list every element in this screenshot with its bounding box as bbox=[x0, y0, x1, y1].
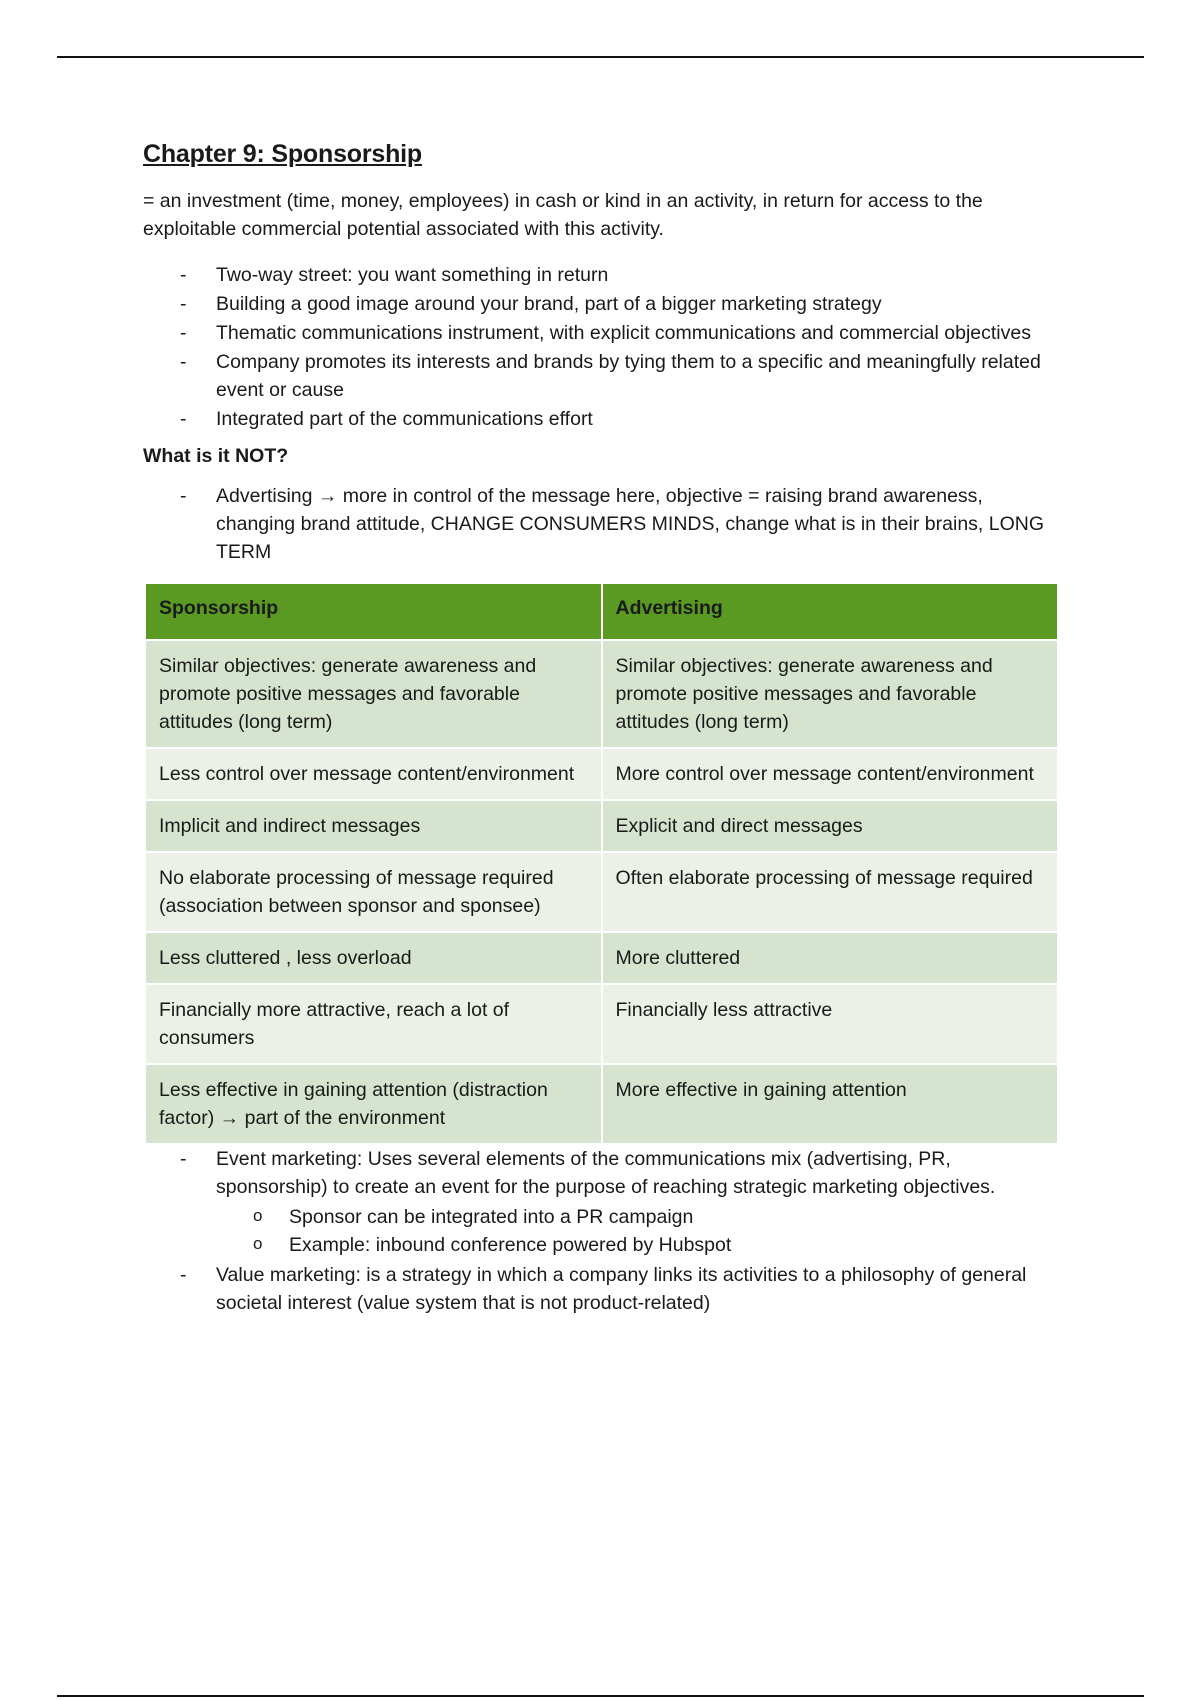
sub-bullet-list bbox=[216, 1203, 1063, 1259]
marketing-bullet-list bbox=[143, 1145, 1063, 1317]
list-item: - Two-way street: you want something in return bbox=[143, 261, 1063, 289]
list-item bbox=[143, 1145, 1063, 1259]
table-cell: More effective in gaining attention bbox=[602, 1064, 1059, 1144]
table-cell: Similar objectives: generate awareness and promote positive messages and favorable attitudes (long term) bbox=[145, 640, 602, 748]
table-cell: More cluttered bbox=[602, 932, 1059, 984]
list-item: - Advertising → more in control of the message here, objective = raising brand awareness, changing brand attitude, CHANGE CONSUMERS MINDS, change what is in their brains, LONG TERM bbox=[143, 482, 1063, 566]
column-header-advertising: Advertising bbox=[602, 583, 1059, 640]
list-item: - Value marketing: is a strategy in which a company links its activities to a philosophy of general societal interest (value system that is not product-related) bbox=[143, 1261, 1063, 1317]
table-cell: No elaborate processing of message required (association between sponsor and sponsee) bbox=[145, 852, 602, 932]
table-row bbox=[145, 932, 1058, 984]
header-rule bbox=[57, 56, 1144, 58]
definition-bullet-list bbox=[143, 261, 1063, 433]
table-cell: Similar objectives: generate awareness and promote positive messages and favorable attitudes (long term) bbox=[602, 640, 1059, 748]
table-row bbox=[145, 852, 1058, 932]
footer-rule bbox=[57, 1695, 1144, 1697]
list-item: - Integrated part of the communications effort bbox=[143, 405, 1063, 433]
column-header-sponsorship: Sponsorship bbox=[145, 583, 602, 640]
event-marketing-text: Event marketing: Uses several elements of the communications mix (advertising, PR, sponsorship) to create an event for the purpose of reaching strategic marketing objectives. bbox=[216, 1148, 996, 1198]
table-cell: Explicit and direct messages bbox=[602, 800, 1059, 852]
table-cell: More control over message content/environment bbox=[602, 748, 1059, 800]
not-bullet-list bbox=[143, 482, 1063, 566]
sub-list-item: o Sponsor can be integrated into a PR campaign bbox=[143, 1203, 1063, 1231]
table-row bbox=[145, 640, 1058, 748]
table-cell: Less effective in gaining attention (distraction factor) → part of the environment bbox=[145, 1064, 602, 1144]
table-row bbox=[145, 748, 1058, 800]
not-heading: What is it NOT? bbox=[143, 445, 289, 467]
list-item: - Thematic communications instrument, with explicit communications and commercial objectives bbox=[143, 319, 1063, 347]
table-cell: Implicit and indirect messages bbox=[145, 800, 602, 852]
comparison-table bbox=[144, 582, 1059, 1145]
table-row bbox=[145, 1064, 1058, 1144]
page-content bbox=[143, 140, 1063, 1318]
sub-list-item: o Example: inbound conference powered by Hubspot bbox=[143, 1231, 1063, 1259]
table-cell: Often elaborate processing of message required bbox=[602, 852, 1059, 932]
chapter-heading: Chapter 9: Sponsorship bbox=[143, 140, 422, 168]
table-row bbox=[145, 984, 1058, 1064]
definition-text: = an investment (time, money, employees) in cash or kind in an activity, in return for access to the exploitable commercial potential associated with this activity. bbox=[143, 190, 983, 240]
table-cell: Less control over message content/environment bbox=[145, 748, 602, 800]
table-cell: Financially less attractive bbox=[602, 984, 1059, 1064]
list-item: - Company promotes its interests and brands by tying them to a specific and meaningfully related event or cause bbox=[143, 348, 1063, 404]
table-header-row bbox=[145, 583, 1058, 640]
list-item: - Building a good image around your brand, part of a bigger marketing strategy bbox=[143, 290, 1063, 318]
table-row bbox=[145, 800, 1058, 852]
table-cell: Financially more attractive, reach a lot of consumers bbox=[145, 984, 602, 1064]
table-cell: Less cluttered , less overload bbox=[145, 932, 602, 984]
